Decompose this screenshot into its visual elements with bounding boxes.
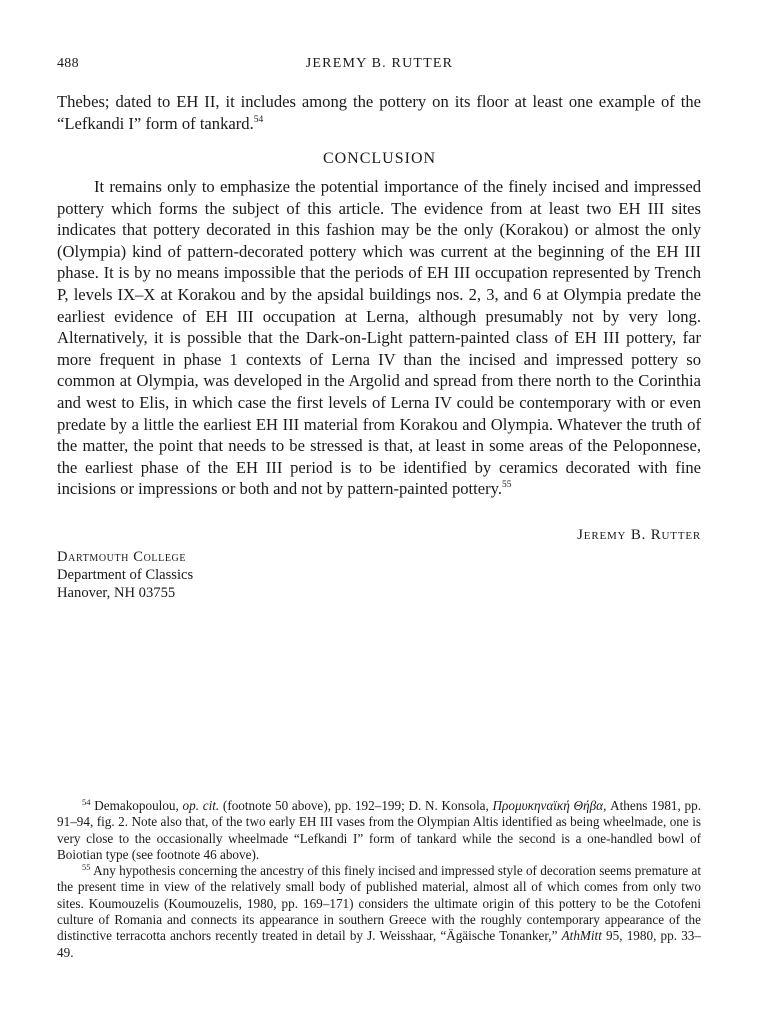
footnote-text: , Athens 1981, pp. 91–94, fig. 2. Note also that, of the two early EH III vases from the Olympian Altis identified as being wheelmade, one is very close to the occasionally wheelmade “Lefkandi I” form of tankard while the second is a one-handled bowl of Boiotian type (see footnote 46 above).: [57, 798, 702, 862]
footnote-55: [57, 863, 701, 961]
continuation-paragraph: [57, 91, 701, 134]
footnotes: [57, 798, 701, 961]
footnote-number: 54: [82, 797, 91, 807]
footnote-italic: Προμυκηναϊκή Θήβα: [492, 798, 604, 813]
address-department: Department of Classics: [57, 567, 194, 584]
conclusion-text: It remains only to emphasize the potential importance of the finely incised and impressed pottery which forms the subject of this article. The evidence from at least two EH III sites indicates that pottery decorated in this fashion may be the only (Korakou) or almost the only (Olympia) kind of pattern-decorated pottery which was current at the beginning of the EH III phase. It is by no means impossible that the periods of EH III occupation represented by Trench P, levels IX–X at Korakou and by the apsidal buildings nos. 2, 3, and 6 at Olympia predate the earliest evidence of EH III occupation at Lerna, although presumably not by very long. Alternatively, it is possible that the Dark-on-Light pattern-painted class of EH III pottery, far more frequent in phase 1 contexts of Lerna IV than the incised and impressed pottery so common at Olympia, was developed in the Argolid and spread from there north to the Corinthia and west to Elis, in which case the first levels of Lerna IV could be contemporary with or even predate by a little the earliest EH III material from Korakou and Olympia. Whatever the truth of the matter, the point that needs to be stressed is that, at least in some areas of the Peloponnese, the earliest phase of the EH III period is to be identified by ceramics decorated with fine incisions or impressions or both and not by pattern-painted pottery.: [57, 177, 701, 499]
continuation-text: Thebes; dated to EH II, it includes among the pottery on its floor at least one example of the “Lefkandi I” form of tankard.: [57, 92, 701, 133]
address-institution: Dartmouth College: [57, 549, 187, 565]
footnote-italic: op. cit.: [182, 798, 220, 813]
footnote-text: Demakopoulou,: [94, 798, 183, 813]
footnote-text: (footnote 50 above), pp. 192–199; D. N. Konsola,: [219, 798, 493, 813]
conclusion-paragraph: [57, 176, 701, 500]
footnote-number: 55: [82, 862, 91, 873]
footnote-italic: AthMitt: [561, 928, 602, 944]
footnote-text: Any hypothesis concerning the ancestry of this finely incised and impressed style of decoration seems premature at the present time in view of the relatively small body of published material, almost all of which comes from only two sites. Koumouzelis (Koumouzelis, 1980, pp. 169–171) considers the ultimate origin of this pottery to be the Cotofeni culture of Romania and connects its appearance in southern Greece with the roughly contemporary appearance of the distinctive terracotta anchors recently treated in detail by J. Weisshaar, “Ägäische Tonanker,”: [57, 863, 701, 944]
section-heading: CONCLUSION: [322, 150, 437, 167]
author-signature: Jeremy B. Rutter: [577, 527, 701, 543]
address-city: Hanover, NH 03755: [57, 585, 176, 602]
footnote-text: 95, 1980, pp. 33–49.: [57, 928, 701, 960]
page-number: 488: [57, 56, 79, 71]
footnote-54: [57, 798, 701, 863]
footnote-ref-55[interactable]: 55: [502, 480, 512, 491]
footnote-ref-54[interactable]: 54: [253, 114, 264, 125]
running-head: JEREMY B. RUTTER: [305, 56, 454, 71]
author-address: [57, 548, 193, 603]
